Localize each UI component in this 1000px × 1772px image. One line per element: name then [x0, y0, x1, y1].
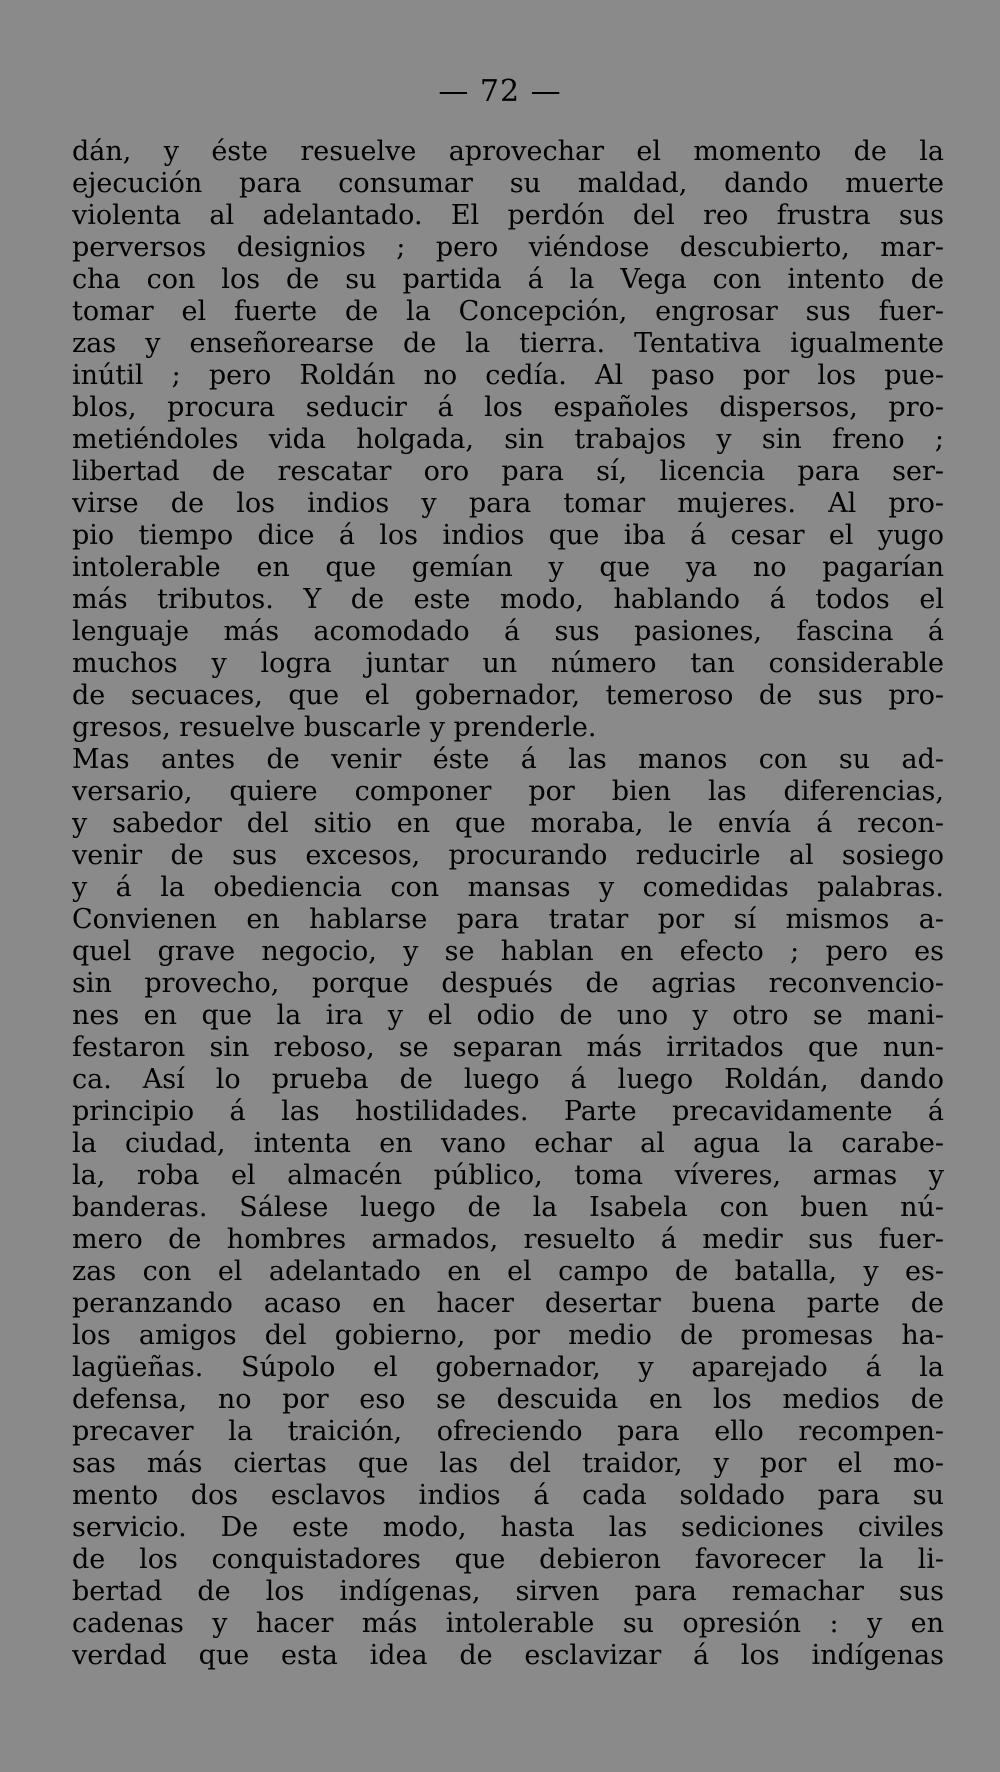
text-line: mento dos esclavos indios á cada soldado para su	[72, 1480, 944, 1511]
text-line: y sabedor del sitio en que moraba, le envía á recon-	[72, 808, 944, 839]
page-number: — 72 —	[438, 74, 562, 109]
text-line: de secuaces, que el gobernador, temeroso de sus pro-	[72, 680, 944, 711]
text-line: sas más ciertas que las del traidor, y por el mo-	[72, 1448, 944, 1479]
text-line: blos, procura seducir á los españoles dispersos, pro-	[72, 392, 944, 423]
text-line: defensa, no por eso se descuida en los medios de	[72, 1384, 944, 1415]
text-line: tomar el fuerte de la Concepción, engrosar sus fuer-	[72, 296, 944, 327]
text-line: peranzando acaso en hacer desertar buena parte de	[72, 1288, 944, 1319]
text-line: inútil ; pero Roldán no cedía. Al paso por los pue-	[72, 360, 944, 391]
text-line: la ciudad, intenta en vano echar al agua la carabe-	[72, 1128, 944, 1159]
text-line: sin provecho, porque después de agrias reconvencio-	[72, 968, 944, 999]
text-line: bertad de los indígenas, sirven para remachar sus	[72, 1576, 944, 1607]
text-line: servicio. De este modo, hasta las sediciones civiles	[72, 1512, 944, 1543]
text-line: libertad de rescatar oro para sí, licencia para ser-	[72, 456, 944, 487]
text-line: lenguaje más acomodado á sus pasiones, fascina á	[72, 616, 944, 647]
text-line: precaver la traición, ofreciendo para ello recompen-	[72, 1416, 944, 1447]
text-line: virse de los indios y para tomar mujeres. Al pro-	[72, 488, 944, 519]
text-line: mero de hombres armados, resuelto á medir sus fuer-	[72, 1224, 944, 1255]
text-line: perversos designios ; pero viéndose descubierto, mar-	[72, 232, 944, 263]
text-line: violenta al adelantado. El perdón del reo frustra sus	[72, 200, 944, 231]
text-line: pio tiempo dice á los indios que iba á cesar el yugo	[72, 520, 944, 551]
text-line: verdad que esta idea de esclavizar á los indígenas	[72, 1640, 944, 1671]
text-line: banderas. Sálese luego de la Isabela con buen nú-	[72, 1192, 944, 1223]
text-line: dán, y éste resuelve aprovechar el momento de la	[72, 136, 944, 167]
text-line: quel grave negocio, y se hablan en efecto ; pero es	[72, 936, 944, 967]
text-line: gresos, resuelve buscarle y prenderle.	[72, 712, 597, 743]
text-line: metiéndoles vida holgada, sin trabajos y sin freno ;	[72, 424, 944, 455]
text-line: venir de sus excesos, procurando reducirle al sosiego	[72, 840, 944, 871]
text-line: más tributos. Y de este modo, hablando á todos el	[72, 584, 944, 615]
text-line: la, roba el almacén público, toma víveres, armas y	[72, 1160, 944, 1191]
text-line: intolerable en que gemían y que ya no pagarían	[72, 552, 944, 583]
text-line: muchos y logra juntar un número tan considerable	[72, 648, 944, 679]
text-line: cha con los de su partida á la Vega con intento de	[72, 264, 944, 295]
text-line: lagüeñas. Súpolo el gobernador, y aparejado á la	[72, 1352, 944, 1383]
text-line: festaron sin reboso, se separan más irritados que nun-	[72, 1032, 944, 1063]
text-line: cadenas y hacer más intolerable su opresión : y en	[72, 1608, 944, 1639]
text-line: zas y enseñorearse de la tierra. Tentativa igualmente	[72, 328, 944, 359]
text-line: versario, quiere componer por bien las diferencias,	[72, 776, 944, 807]
text-line: principio á las hostilidades. Parte precavidamente á	[72, 1096, 944, 1127]
body-text	[72, 136, 944, 1672]
text-line: ejecución para consumar su maldad, dando muerte	[72, 168, 944, 199]
text-line: ca. Así lo prueba de luego á luego Roldán, dando	[72, 1064, 944, 1095]
text-line: los amigos del gobierno, por medio de promesas ha-	[72, 1320, 944, 1351]
text-line: Convienen en hablarse para tratar por sí mismos a-	[72, 904, 944, 935]
text-line: zas con el adelantado en el campo de batalla, y es-	[72, 1256, 944, 1287]
text-line: y á la obediencia con mansas y comedidas palabras.	[72, 872, 944, 903]
text-line: de los conquistadores que debieron favorecer la li-	[72, 1544, 944, 1575]
text-line: nes en que la ira y el odio de uno y otro se mani-	[72, 1000, 944, 1031]
text-line: Mas antes de venir éste á las manos con su ad-	[72, 744, 944, 775]
